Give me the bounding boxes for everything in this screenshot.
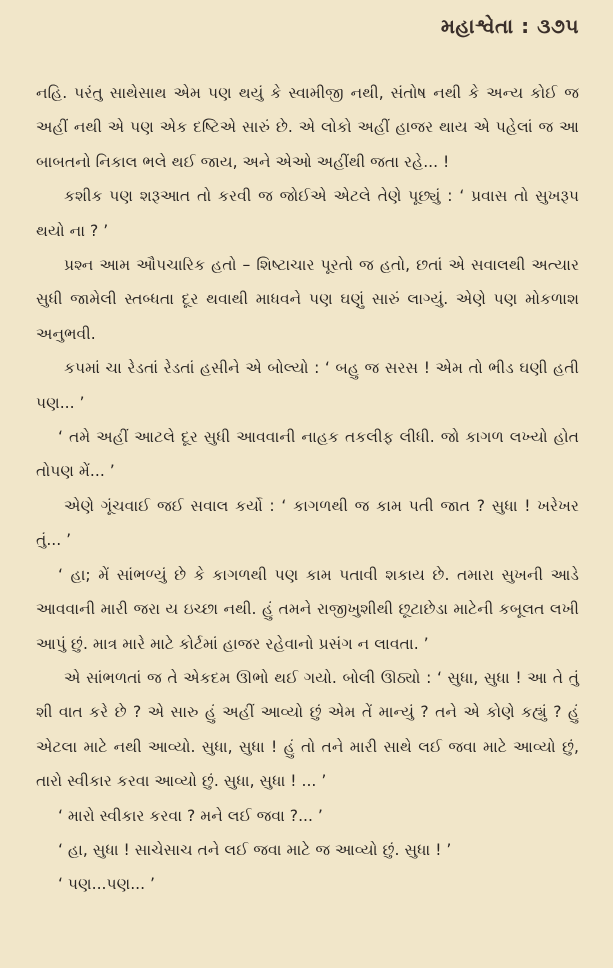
- paragraph: એ સાંભળતાં જ તે એકદમ ઊભો થઈ ગયો. બોલી ઊઠ્યો : ‘ સુધા, સુધા ! આ તે તું શી વાત કરે છે ? એ સારુ હું અહીં આવ્યો છું એમ તેં માન્યું ? તને એ કોણે કહ્યું ? હું એટલા માટે નથી આવ્યો. સુધા, સુધા ! હું તો તને મારી સાથે લઈ જવા માટે આવ્યો છું, તારો સ્વીકાર કરવા આવ્યો છું. સુધા, સુધા ! ... ’: [36, 668, 579, 791]
- paragraph: ‘ પણ...પણ... ’: [58, 875, 156, 894]
- paragraph: નહિ. પરંતુ સાથેસાથ એમ પણ થયું કે સ્વામીજી નથી, સંતોષ નથી કે અન્ય કોઈ જ અહીં નથી એ પણ એક દષ્ટિએ સારું છે. એ લોકો અહીં હાજર થાય એ પહેલાં જ આ બાબતનો નિકાલ ભલે થઈ જાય, અને એઓ અહીંથી જતા રહે... !: [36, 84, 580, 171]
- paragraph: એણે ગૂંચવાઈ જઈ સવાલ કર્યો : ‘ કાગળથી જ કામ પતી જાત ? સુધા ! ખરેખર તું... ’: [36, 496, 579, 550]
- paragraph: કપમાં ચા રેડતાં રેડતાં હસીને એ બોલ્યો : ‘ બહુ જ સરસ ! એમ તો ભીડ ઘણી હતી પણ... ’: [36, 359, 579, 412]
- body-text: [36, 76, 579, 902]
- paragraph: ‘ મારો સ્વીકાર કરવા ? મને લઈ જવા ?... ’: [58, 806, 323, 825]
- paragraph: કશીક પણ શરૂઆત તો કરવી જ જોઈએ એટલે તેણે પૂછ્યું : ‘ પ્રવાસ તો સુખરૂપ થયો ના ? ’: [36, 187, 579, 240]
- paragraph: ‘ હા, સુધા ! સાચેસાચ તને લઈ જવા માટે જ આવ્યો છું. સુધા ! ’: [58, 840, 452, 859]
- paragraph: ‘ હા; મેં સાંભળ્યું છે કે કાગળથી પણ કામ પતાવી શકાય છે. તમારા સુખની આડે આવવાની મારી જરા ય ઇચ્છા નથી. હું તમને રાજીખુશીથી છૂટાછેડા માટેની કબૂલત લખી આપું છું. માત્ર મારે માટે કોર્ટમાં હાજર રહેવાનો પ્રસંગ ન લાવતા. ’: [36, 565, 579, 653]
- paragraph: પ્રશ્ન આમ ઔપચારિક હતો – શિષ્ટાચાર પૂરતો જ હતો, છતાં એ સવાલથી અત્યાર સુધી જામેલી સ્તબ્ધતા દૂર થવાથી માધવને પણ ઘણું સારું લાગ્યું. એણે પણ મોકળાશ અનુભવી.: [36, 256, 579, 343]
- running-header: મહાશ્વેતા : ૩૭૫: [440, 14, 579, 38]
- paragraph: ‘ તમે અહીં આટલે દૂર સુધી આવવાની નાહક તકલીફ લીધી. જો કાગળ લખ્યો હોત તોપણ મેં... ’: [36, 428, 579, 481]
